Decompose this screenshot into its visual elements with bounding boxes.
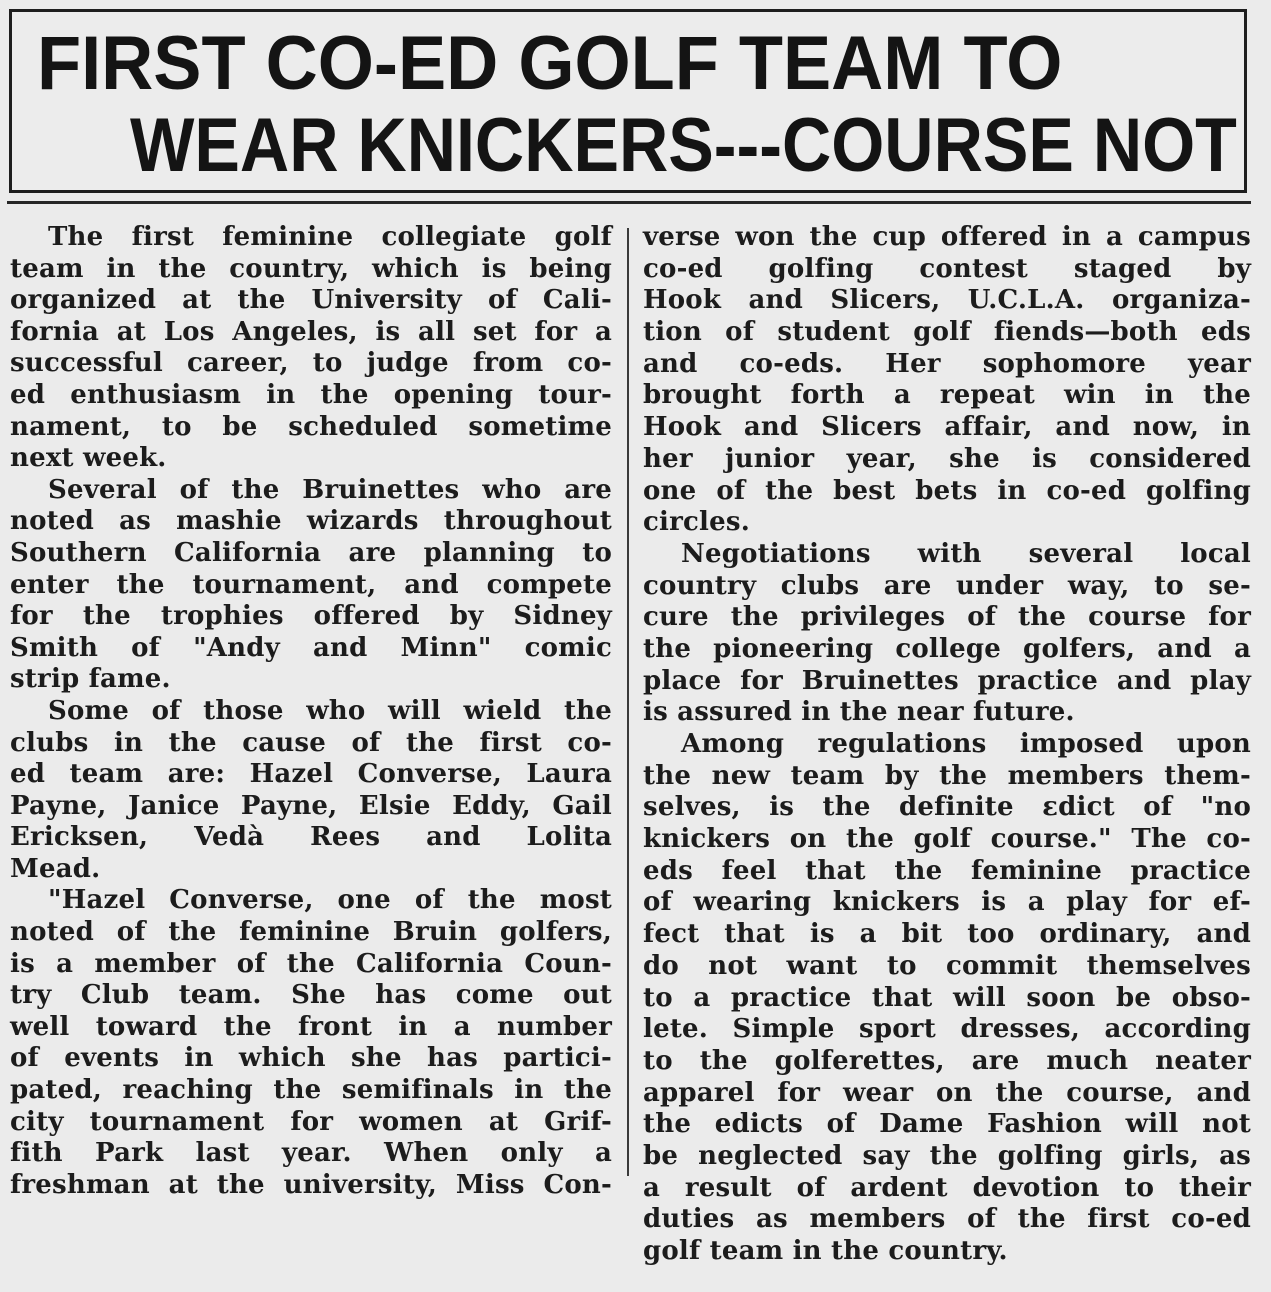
article-text-line: clubs in the cause of the first co- — [10, 727, 612, 758]
article-text-line: to the golferettes, are much neater — [643, 1045, 1251, 1076]
article-text-line: Several of the Bruinettes who are — [48, 474, 612, 505]
article-text-line: co-ed golfing contest staged by — [643, 253, 1251, 284]
article-text-line: organized at the University of Cali- — [10, 285, 612, 316]
article-text-line: the edicts of Dame Fashion will not — [643, 1109, 1251, 1140]
article-text-line: noted as mashie wizards throughout — [10, 506, 612, 537]
article-text-line: of wearing knickers is a play for ef- — [643, 887, 1251, 918]
article-text-line: noted of the feminine Bruin golfers, — [10, 917, 612, 948]
article-text-line: next week. — [10, 443, 167, 474]
article-text-line: eds feel that the feminine practice — [643, 855, 1251, 886]
article-text-line: pated, reaching the semifinals in the — [10, 1075, 612, 1106]
article-text-line: Southern California are planning to — [10, 537, 612, 568]
article-text-line: freshman at the university, Miss Con- — [10, 1169, 612, 1200]
article-text-line: golf team in the country. — [643, 1236, 1008, 1266]
article-text-line: ed team are: Hazel Converse, Laura — [10, 759, 612, 790]
article-text-line: successful career, to judge from co- — [10, 348, 612, 379]
article-text-line: Negotiations with several local — [681, 538, 1251, 569]
article-text-line: is assured in the near future. — [643, 697, 1075, 728]
headline-rule — [7, 201, 1251, 204]
article-text-line: city tournament for women at Grif- — [10, 1106, 612, 1137]
article-text-line: Mead. — [10, 853, 101, 884]
article-text-line: nament, to be scheduled sometime — [10, 411, 612, 442]
article-column-right — [643, 222, 1251, 1268]
article-text-line: apparel for wear on the course, and — [643, 1077, 1251, 1108]
article-text-line: fith Park last year. When only a — [10, 1138, 612, 1169]
article-text-line: brought forth a repeat win in the — [643, 380, 1251, 411]
article-text-line: knickers on the golf course." The co- — [643, 824, 1251, 855]
article-text-line: enter the tournament, and compete — [10, 569, 612, 600]
article-text-line: is a member of the California Coun- — [10, 948, 612, 979]
article-text-line: fornia at Los Angeles, is all set for a — [10, 316, 612, 347]
headline-line-1: FIRST CO-ED GOLF TEAM TO — [37, 21, 1063, 106]
article-text-line: cure the privileges of the course for — [643, 602, 1251, 633]
article-text-line: place for Bruinettes practice and play — [643, 665, 1251, 696]
article-text-line: fect that is a bit too ordinary, and — [643, 919, 1251, 950]
article-text-line: of events in which she has partici- — [10, 1043, 612, 1074]
article-text-line: a result of ardent devotion to their — [643, 1172, 1251, 1203]
article-text-line: Hook and Slicers, U.C.L.A. organiza- — [643, 285, 1251, 316]
article-text-line: be neglected say the golfing girls, as — [643, 1140, 1251, 1171]
article-text-line: Ericksen, Vedà Rees and Lolita — [10, 822, 612, 853]
article-text-line: try Club team. She has come out — [10, 980, 612, 1011]
article-text-line: duties as members of the first co-ed — [643, 1204, 1251, 1235]
article-column-left — [10, 222, 612, 1201]
headline-line-2: WEAR KNICKERS---COURSE NOT — [130, 103, 1237, 188]
article-text-line: one of the best bets in co-ed golfing — [643, 475, 1251, 506]
article-text-line: to a practice that will soon be obso- — [643, 982, 1251, 1013]
article-text-line: Payne, Janice Payne, Elsie Eddy, Gail — [10, 790, 612, 821]
column-divider — [627, 228, 629, 1176]
article-text-line: ed enthusiasm in the opening tour- — [10, 379, 612, 410]
article-text-line: for the trophies offered by Sidney — [10, 601, 612, 632]
article-text-line: her junior year, she is considered — [643, 443, 1251, 474]
article-text-line: well toward the front in a number — [10, 1011, 612, 1042]
article-text-line: circles. — [643, 507, 750, 538]
article-text-line: The first feminine collegiate golf — [48, 222, 612, 252]
article-text-line: country clubs are under way, to se- — [643, 570, 1251, 601]
article-text-line: do not want to commit themselves — [643, 950, 1251, 981]
article-text-line: selves, is the definite εdict of "no — [643, 792, 1251, 823]
article-text-line: Some of those who will wield the — [48, 695, 612, 726]
headline-box — [9, 9, 1247, 193]
article-text-line: Among regulations imposed upon — [681, 729, 1251, 759]
article-text-line: Hook and Slicers affair, and now, in — [643, 412, 1251, 443]
article-text-line: the new team by the members them- — [643, 760, 1251, 791]
article-text-line: verse won the cup offered in a campus — [643, 222, 1251, 252]
article-text-line: and co-eds. Her sophomore year — [643, 348, 1251, 379]
article-text-line: Smith of "Andy and Minn" comic — [10, 632, 612, 663]
article-text-line: the pioneering college golfers, and a — [643, 633, 1251, 664]
article-text-line: team in the country, which is being — [10, 253, 612, 284]
article-text-line: "Hazel Converse, one of the most — [48, 885, 612, 916]
article-text-line: lete. Simple sport dresses, according — [643, 1014, 1251, 1045]
article-text-line: strip fame. — [10, 664, 171, 695]
article-text-line: tion of student golf fiends—both eds — [643, 317, 1251, 348]
